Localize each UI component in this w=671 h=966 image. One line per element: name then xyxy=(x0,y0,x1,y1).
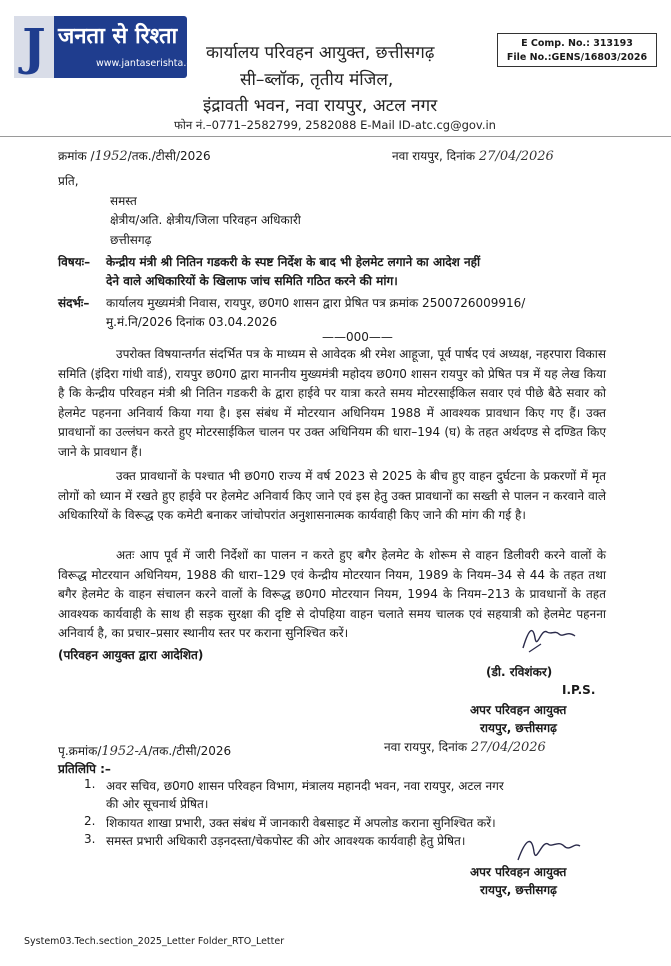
addressee-line3: छत्तीसगढ़ xyxy=(110,233,152,247)
copy-item-1-num: 1. xyxy=(84,777,96,791)
endorse-number: 1952-A xyxy=(101,744,149,759)
file-number: File No.:GENS/16803/2026 xyxy=(506,52,648,63)
ref-place: नवा रायपुर, दिनांक xyxy=(392,149,476,163)
body-paragraph-2: उक्त प्रावधानों के पश्चात भी छ0ग0 राज्य में वर्ष 2023 से 2025 के बीच हुए वाहन दुर्घटना के प्रकरणों में मृत लोगों को ध्यान में रखते हुए हाईवे पर हेलमेट अनिवार्य किए जाने एवं इस हेतु उक्त प्रावधानों का सख्ती से पालन न करवाने वाले अधिकारियों के विरूद्ध एक कमेटी बनाकर जांचोपरांत अनुशासनात्मक कार्यवाही किए जाने की मांग की गई है। xyxy=(58,469,606,522)
endorse-place: नवा रायपुर, दिनांक xyxy=(384,740,468,754)
subject-line2: देने वाले अधिकारियों के खिलाफ जांच समिति गठित करने की मांग। xyxy=(106,274,398,288)
signatory2-place: रायपुर, छत्तीसगढ़ xyxy=(480,883,557,897)
ref-number: 1952 xyxy=(94,149,128,164)
copy-item-2-line1: शिकायत शाखा प्रभारी, उक्त संबंध में जानकारी वेबसाइट में अपलोड कराना सुनिश्चित करें। xyxy=(106,816,496,830)
signatory-place: रायपुर, छत्तीसगढ़ xyxy=(480,721,557,735)
footer-file-path: System03.Tech.section_2025_Letter Folder_RTO_Letter xyxy=(24,936,285,947)
copy-item-3-num: 3. xyxy=(84,832,96,846)
signatory2-designation: अपर परिवहन आयुक्त xyxy=(470,865,567,879)
endorse-date-line xyxy=(384,738,546,755)
reference-line1: कार्यालय मुख्यमंत्री निवास, रायपुर, छ0ग0 शासन द्वारा प्रेषित पत्र क्रमांक 2500726009916/ xyxy=(106,296,526,310)
prati-label: प्रति, xyxy=(58,174,79,188)
endorse-suffix: /तक./टीसी/2026 xyxy=(148,744,232,758)
endorse-date: 27/04/2026 xyxy=(470,740,546,755)
logo-url: www.jantaserishta.com xyxy=(96,58,207,69)
office-name: कार्यालय परिवहन आयुक्त, छत्तीसगढ़ xyxy=(206,43,435,63)
office-contact: फोन नं.–0771–2582799, 2582088 E-Mail ID-atc.cg@gov.in xyxy=(174,118,496,132)
reference-number-line xyxy=(58,147,211,164)
ecomp-number: E Comp. No.: 313193 xyxy=(521,38,633,49)
ref-date: 27/04/2026 xyxy=(478,149,554,164)
body-paragraph-3: अतः आप पूर्व में जारी निर्देशों का पालन न करते हुए बगैर हेलमेट के शोरूम से वाहन डिलीवरी करने वालों के विरूद्ध मोटरयान अधिनियम, 1988 की धारा–129 एवं केन्द्रीय मोटरयान नियम, 1989 के नियम–34 से 44 के तहत तथा बगैर हेलमेट के वाहन संचालन करने वालों के विरूद्ध छ0ग0 मोटरयान नियम, 1994 के नियम–213 के प्रावधानों के तहत आवश्यक कार्यवाही के साथ ही सड़क सुरक्षा की दृष्टि से दोपहिया वाहन चलाते समय चालक एवं सहयात्री को हेलमेट पहनना अनिवार्य है, का प्रचार–प्रसार स्थानीय स्तर पर कराना सुनिश्चित करें। xyxy=(58,548,606,640)
signatory-designation: अपर परिवहन आयुक्त xyxy=(470,703,567,717)
subject-label: विषयः– xyxy=(58,255,91,269)
logo-j-mark: J xyxy=(14,16,54,78)
ref-date-line xyxy=(392,147,554,164)
reference-label: संदर्भः– xyxy=(58,296,90,310)
ecomp-box xyxy=(497,33,657,67)
ref-suffix: /तक./टीसी/2026 xyxy=(127,149,211,163)
addressee-line1: समस्त xyxy=(110,194,137,208)
signatory-service: I.P.S. xyxy=(562,683,596,697)
signature-mark xyxy=(519,618,579,658)
copy-item-1-line2: की ओर सूचनार्थ प्रेषित। xyxy=(106,797,209,811)
reference-line2: मु.मं.नि/2026 दिनांक 03.04.2026 xyxy=(106,315,278,329)
order-note: (परिवहन आयुक्त द्वारा आदेशित) xyxy=(58,648,204,662)
body-paragraph-1: उपरोक्त विषयान्तर्गत संदर्भित पत्र के माध्यम से आवेदक श्री रमेश आहूजा, पूर्व पार्षद एवं अध्यक्ष, नहरपारा विकास समिति (इंदिरा गांधी वार्ड), रायपुर छ0ग0 द्वारा माननीय मुख्यमंत्री महोदय छ0ग0 शासन रायपुर को प्रेषित पत्र में यह लेख किया है कि केन्द्रीय परिवहन मंत्री श्री नितिन गडकरी के द्वारा हाईवे पर यात्रा करते समय मोटरसाईकिल सवार एवं पीछे बैठे सवार को हेलमेट पहनना अनिवार्य किया गया है। इस संबंध में मोटरयान अधिनियम 1988 में आवश्यक प्रावधान किए गए हैं। उक्त प्रावधानों का उल्लंघन करते हुए मोटरसाईकिल चालन पर उक्त अधिनियम की धारा–194 (घ) के तहत अर्थदण्ड से दण्डित किए जाने के प्रावधान हैं। xyxy=(58,347,606,459)
addressee-line2: क्षेत्रीय/अति. क्षेत्रीय/जिला परिवहन अधिकारी xyxy=(110,213,301,227)
copy-item-3-line1: समस्त प्रभारी अधिकारी उड़नदस्ता/चेकपोस्ट की ओर आवश्यक कार्यवाही हेतु प्रेषित। xyxy=(106,834,466,848)
endorse-prefix: पृ.क्रमांक/ xyxy=(58,744,102,758)
header-divider xyxy=(0,136,671,137)
copy-item-1-line1: अवर सचिव, छ0ग0 शासन परिवहन विभाग, मंत्रालय महानदी भवन, नवा रायपुर, अटल नगर xyxy=(106,779,504,793)
copy-label: प्रतिलिपि :– xyxy=(58,762,111,776)
endorsement-number-line xyxy=(58,742,231,759)
subject-line1: केन्द्रीय मंत्री श्री नितिन गडकरी के स्पष्ट निर्देश के बाद भी हेलमेट लगाने का आदेश नहीं xyxy=(106,255,481,269)
separator: ——000—— xyxy=(322,330,393,344)
office-block: सी–ब्लॉक, तृतीय मंजिल, xyxy=(240,70,394,90)
office-address: इंद्रावती भवन, नवा रायपुर, अटल नगर xyxy=(203,96,438,116)
ref-prefix: क्रमांक / xyxy=(58,149,95,163)
signatory-name: (डी. रविशंकर) xyxy=(486,665,553,679)
copy-item-2-num: 2. xyxy=(84,814,96,828)
logo-title: जनता से रिश्ता xyxy=(58,24,178,49)
